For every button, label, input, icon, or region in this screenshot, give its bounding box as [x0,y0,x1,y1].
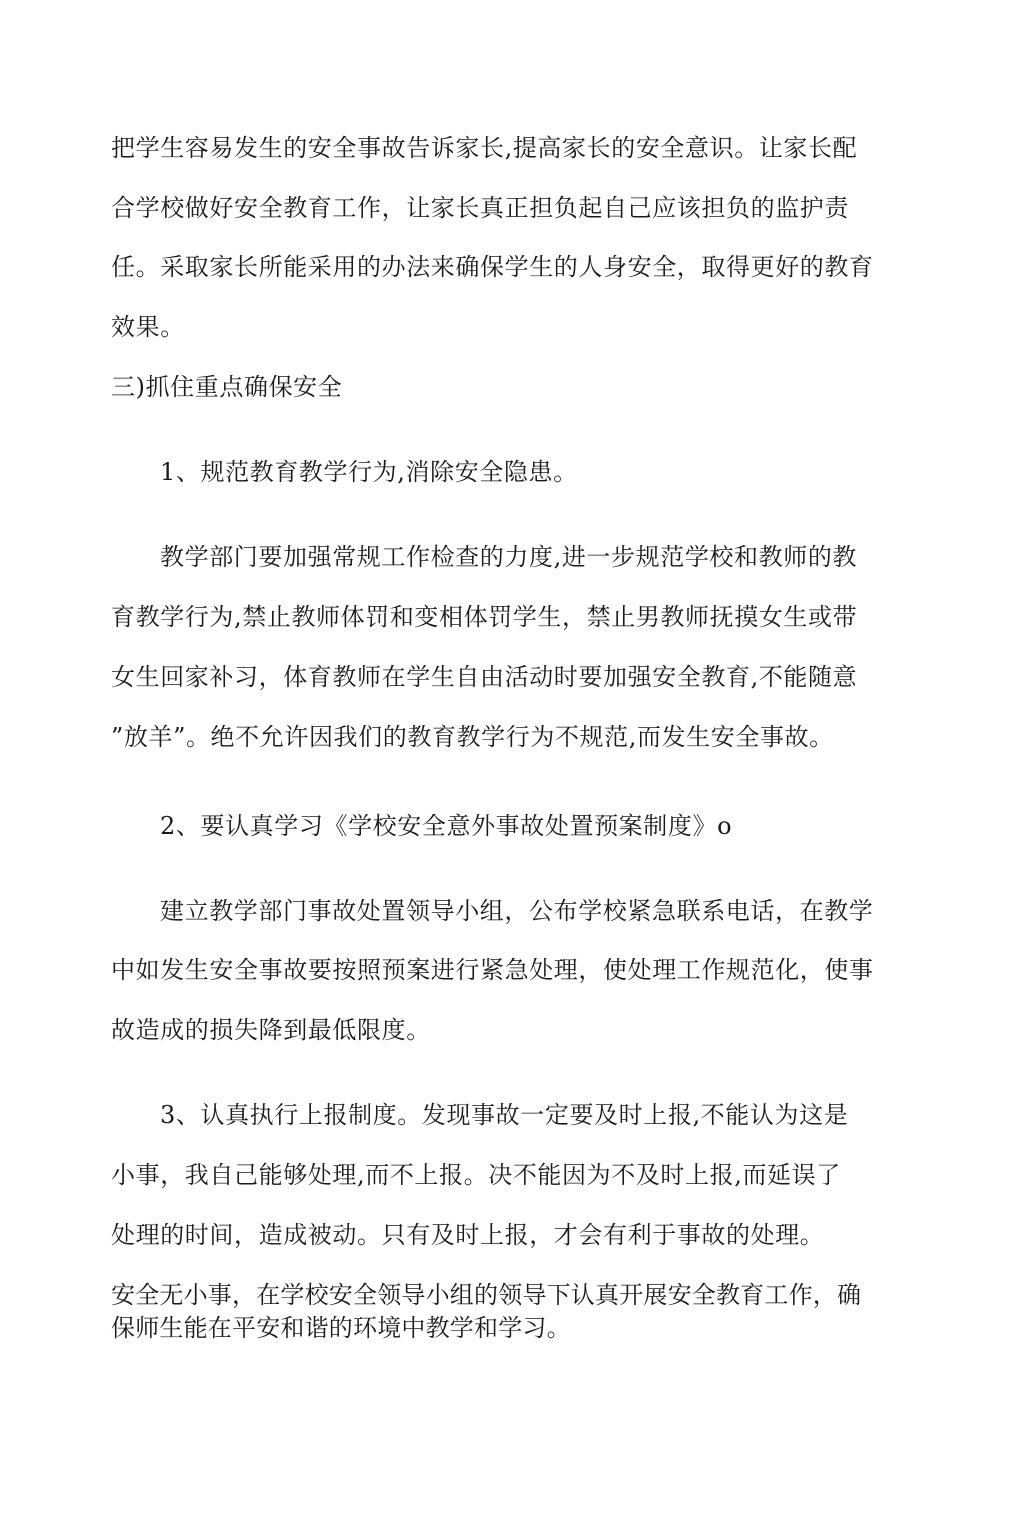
paragraph-line: 建立教学部门事故处置领导小组，公布学校紧急联系电话，在教学 [160,897,874,925]
paragraph-line: 把学生容易发生的安全事故告诉家长,提高家长的安全意识。让家长配 [111,134,858,162]
paragraph-line: 合学校做好安全教育工作，让家长真正担负起自己应该担负的监护责 [111,194,849,222]
item-heading: 3、认真执行上报制度。发现事故一定要及时上报,不能认为这是 [160,1101,849,1129]
item-heading: 1、规范教育教学行为,消除安全隐患。 [160,458,578,486]
paragraph-line: 故造成的损失降到最低限度。 [111,1016,431,1044]
paragraph-line: 效果。 [111,313,185,341]
paragraph-line: 教学部门要加强常规工作检查的力度,进一步规范学校和教师的教 [160,543,858,571]
section-heading: 三)抓住重点确保安全 [111,373,343,401]
paragraph-line: 育教学行为,禁止教师体罚和变相体罚学生，禁止男教师抚摸女生或带 [111,603,858,631]
paragraph-line: 任。采取家长所能采用的办法来确保学生的人身安全，取得更好的教育 [111,253,874,281]
paragraph-line: 小事，我自己能够处理,而不上报。决不能因为不及时上报,而延误了 [111,1161,841,1189]
paragraph-line: 处理的时间，造成被动。只有及时上报，才会有利于事故的处理。 [111,1221,825,1249]
paragraph-line: 中如发生安全事故要按照预案进行紧急处理，使处理工作规范化，使事 [111,956,874,984]
item-heading: 2、要认真学习《学校安全意外事故处置预案制度》o [160,812,733,840]
paragraph-line: ”放羊”。绝不允许因我们的教育教学行为不规范,而发生安全事故。 [111,723,834,751]
paragraph-line: 安全无小事，在学校安全领导小组的领导下认真开展安全教育工作，确 [111,1281,862,1309]
paragraph-line: 女生回家补习，体育教师在学生自由活动时要加强安全教育,不能随意 [111,663,858,691]
paragraph-line: 保师生能在平安和谐的环境中教学和学习。 [111,1314,571,1342]
